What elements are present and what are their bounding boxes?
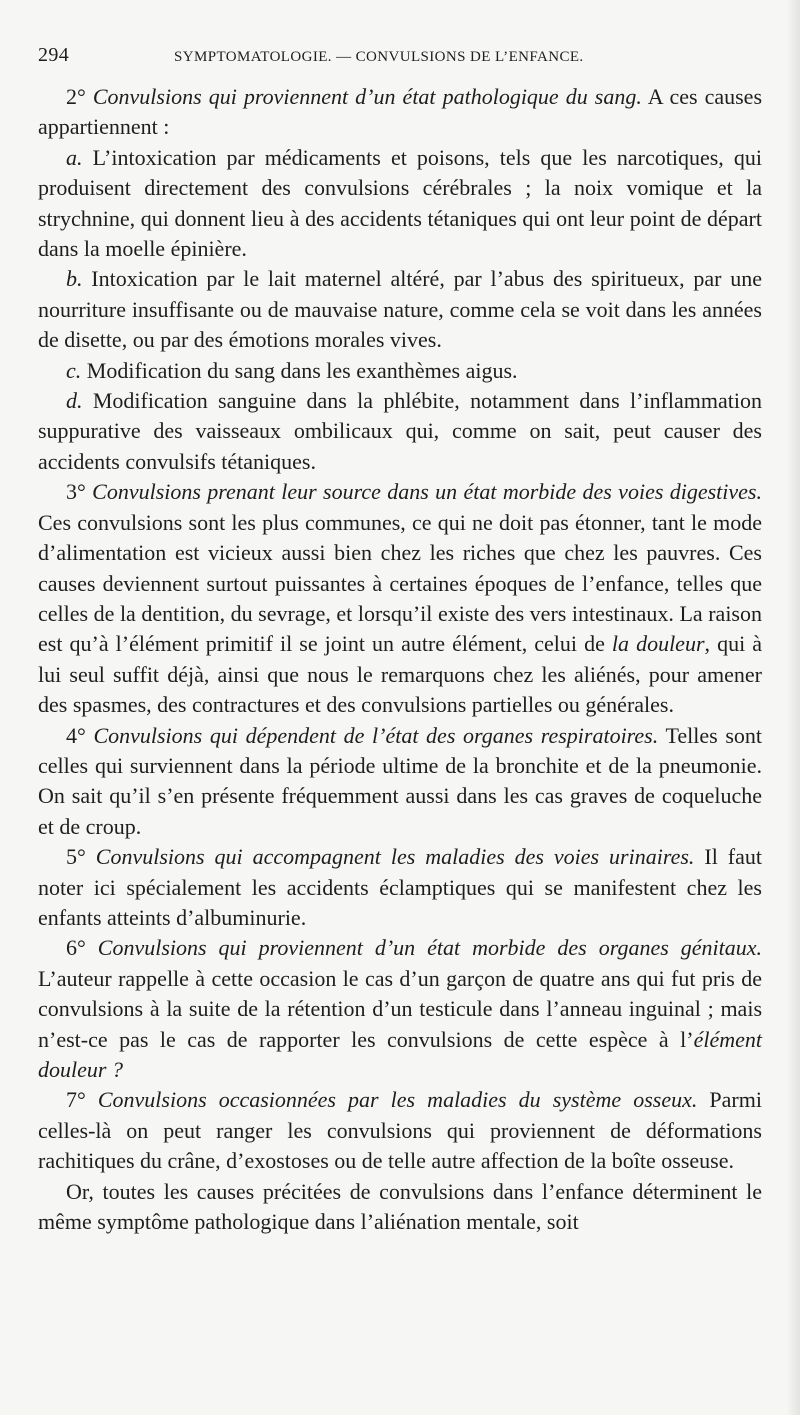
paragraph-item-a: a. L’intoxication par médicaments et poisons, tels que les narcotiques, qui produisent directement des convulsions cérébrales ; la noix vomique et la strychnine, qui donnent lieu à des accidents tétaniques qui ont leur point de départ dans la moelle épinière. bbox=[38, 144, 762, 262]
paragraph-conclusion: Or, toutes les causes précitées de convulsions dans l’enfance déterminent le même symptôme pathologique dans l’aliénation mentale, soit bbox=[38, 1178, 762, 1235]
page-number: 294 bbox=[38, 44, 70, 66]
paragraph-cause-5: 5° Convulsions qui accompagnent les maladies des voies urinaires. Il faut noter ici spécialement les accidents éclamptiques qui se manifestent chez les enfants atteints d’albuminurie. bbox=[38, 844, 762, 930]
cause-heading: Convulsions qui proviennent d’un état morbide des organes génitaux. bbox=[97, 935, 762, 961]
paragraph-cause-6: 6° Convulsions qui proviennent d’un état morbide des organes génitaux. L’auteur rappelle à cette occasion le cas d’un garçon de quatre ans qui fut pris de convulsions à la suite de la rétention d’un testicule dans l’anneau inguinal ; mais n’est-ce pas le cas de rapporter les convulsions de cette espèce à l’élément douleur ? bbox=[38, 935, 762, 1082]
paragraph-cause-3: 3° Convulsions prenant leur source dans un état morbide des voies digestives. Ces convulsions sont les plus communes, ce qui ne doit pas étonner, tant le mode d’alimentation est vicieux aussi bien chez les riches que chez les pauvres. Ces causes deviennent surtout puissantes à certaines époques de l’enfance, telles que celles de la dentition, du sevrage, et lorsqu’il existe des vers intestinaux. La raison est qu’à l’élément primitif il se joint un autre élément, celui de la douleur, qui à lui seul suffit déjà, ainsi que nous le remarquons chez les aliénés, pour amener des spasmes, des contractures et des convulsions partielles ou générales. bbox=[38, 479, 762, 718]
paragraph-item-c: c. Modification du sang dans les exanthèmes aigus. bbox=[66, 357, 518, 383]
item-letter: c. bbox=[66, 357, 82, 383]
paragraph-item-b: b. Intoxication par le lait maternel altéré, par l’abus des spiritueux, par une nourriture insuffisante ou de mauvaise nature, comme cela se voit dans les années de disette, ou par des émotions morales vives. bbox=[38, 266, 762, 353]
cause-heading: Convulsions qui dépendent de l’état des organes respiratoires. bbox=[93, 722, 659, 748]
cause-heading: Convulsions qui proviennent d’un état pathologique du sang. bbox=[92, 84, 642, 109]
running-header bbox=[38, 44, 762, 74]
paragraph-cause-7: 7° Convulsions occasionnées par les maladies du système osseux. Parmi celles-là on peut ranger les convulsions qui proviennent de déformations rachitiques du crâne, d’exostoses ou de telle autre affection de la boîte osseuse. bbox=[38, 1087, 762, 1174]
paragraph-cause-4: 4° Convulsions qui dépendent de l’état des organes respiratoires. Telles sont celles qui surviennent dans la période ultime de la bronchite et de la pneumonie. On sait qu’il s’en présente fréquemment aussi dans les cas graves de coqueluche et de croup. bbox=[38, 722, 762, 839]
item-letter: b. bbox=[66, 266, 83, 292]
cause-heading: Convulsions qui accompagnent les maladies des voies urinaires. bbox=[95, 844, 695, 870]
cause-heading: Convulsions occasionnées par les maladies du système osseux. bbox=[97, 1087, 698, 1113]
running-title: SYMPTOMATOLOGIE. — CONVULSIONS DE L’ENFANCE. bbox=[174, 49, 584, 65]
emphasis: élément douleur ? bbox=[38, 1026, 762, 1082]
item-letter: a. bbox=[66, 144, 83, 170]
item-letter: d. bbox=[66, 388, 83, 414]
emphasis: la douleur bbox=[611, 631, 705, 657]
paragraph-item-d: d. Modification sanguine dans la phlébite, notamment dans l’inflammation suppurative des vaisseaux ombilicaux qui, comme on sait, peut causer des accidents convulsifs tétaniques. bbox=[38, 388, 762, 474]
paragraph-cause-2: 2° Convulsions qui proviennent d’un état pathologique du sang. A ces causes appartiennent : bbox=[38, 84, 763, 140]
body-text bbox=[38, 82, 762, 1237]
cause-heading: Convulsions prenant leur source dans un état morbide des voies digestives. bbox=[92, 479, 762, 505]
